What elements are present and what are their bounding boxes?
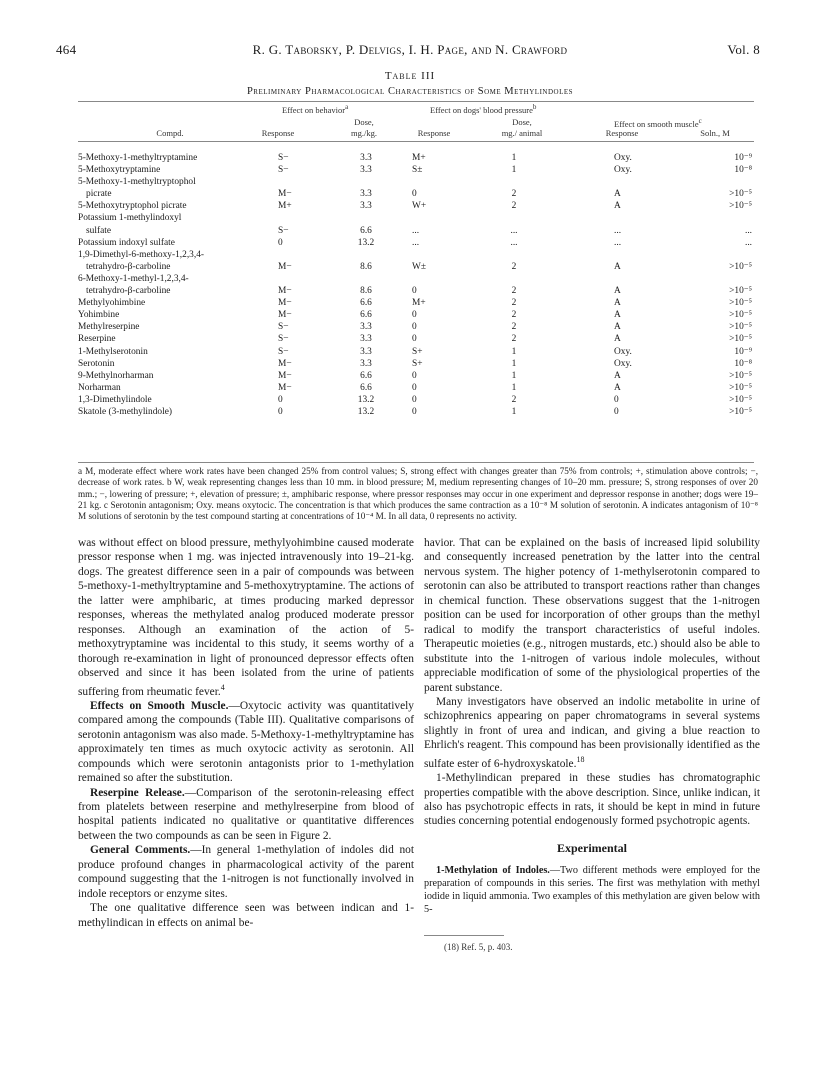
table-cell: S− — [278, 153, 289, 163]
table-cell: 0 — [412, 334, 417, 345]
compound-name: tetrahydro-β-carboline — [86, 286, 171, 297]
table-cell: 1 — [511, 153, 517, 163]
table-cell: S− — [278, 346, 289, 357]
table-cell: Oxy. — [614, 358, 632, 369]
table-cell: 0 — [412, 310, 417, 321]
table-cell: 0 — [412, 394, 417, 405]
table-cell: 3.3 — [360, 334, 372, 345]
table-cell: 2 — [511, 261, 517, 272]
section-heading: Effects on Smooth Muscle. — [90, 699, 229, 712]
table-cell: 3.3 — [360, 189, 372, 200]
table-cell: ... — [510, 225, 518, 236]
page-number: 464 — [56, 42, 77, 57]
compound-name: sulfate — [86, 225, 111, 236]
table-cell: S− — [278, 322, 289, 333]
table-row — [78, 406, 758, 418]
table-cell: 3.3 — [360, 201, 372, 212]
table-cell: 6.6 — [360, 225, 372, 236]
table-cell: M− — [278, 370, 292, 381]
compound-name: 5-Methoxy-1-methyltryptamine — [78, 153, 198, 163]
table-cell: >10⁻⁵ — [729, 406, 752, 417]
table-cell: 10⁻⁸ — [734, 358, 752, 369]
table-cell: M− — [278, 358, 292, 369]
table-cell: 0 — [614, 406, 619, 417]
table-cell: 1 — [511, 346, 517, 357]
table-cell: Oxy. — [614, 165, 632, 176]
table-cell: 0 — [412, 286, 417, 297]
table-cell: W+ — [412, 201, 427, 212]
table-row — [78, 164, 758, 176]
compound-name: Skatole (3-methylindole) — [78, 406, 172, 417]
compound-name: Serotonin — [78, 358, 115, 369]
table-cell: 2 — [511, 189, 517, 200]
subheader-dose-bp: Dose, — [512, 117, 532, 127]
table-cell: M+ — [412, 153, 426, 163]
table-cell: ... — [614, 225, 622, 236]
compound-name: picrate — [86, 189, 112, 200]
subheader-compd: Compd. — [156, 128, 184, 138]
group-header-behavior: Effect on behavior$^a$ — [282, 103, 349, 115]
table-cell: 3.3 — [360, 153, 372, 163]
table-cell: 13.2 — [357, 406, 375, 417]
table-cell: 0 — [614, 394, 619, 405]
table-row — [78, 346, 758, 358]
table-cell: 2 — [511, 394, 517, 405]
table-row — [78, 394, 758, 406]
table-row — [78, 188, 758, 200]
table-cell: 6.6 — [360, 370, 372, 381]
table-cell: >10⁻⁵ — [729, 394, 752, 405]
table-cell: 0 — [412, 370, 417, 381]
table-row — [78, 176, 758, 188]
table-cell: 3.3 — [360, 165, 372, 176]
table-cell: 10⁻⁸ — [734, 165, 752, 176]
section-heading: 1-Methylation of Indoles. — [436, 865, 550, 877]
table-cell: A — [614, 189, 621, 200]
subheader-response-bp: Response — [417, 128, 451, 138]
table-cell: 13.2 — [357, 237, 375, 248]
paragraph: Effects on Smooth Muscle.—Oxytocic activity was quantitatively compared among the compounds (Table III). Qualitative comparisons of serotonin antagonism was also made. 5-Methoxy-1-methyltryptamine has approximately ten times as much oxytocic activity as serotonin. All compounds which were serotonin antagonists prior to 1-methylation remained so after the substitution. — [78, 699, 414, 785]
table-cell: 3.3 — [360, 322, 372, 333]
subheader-soln: Soln., M — [700, 128, 730, 138]
table-cell: 6.6 — [360, 310, 372, 321]
paragraph: havior. That can be explained on the basis of increased lipid solubility and consequently increased penetration by the latter into the central nervous system. The higher potency of 1-methylserotonin compared to serotonin can also be attributed to transport reactions rather than changes in chemical function. These observations suggest that the 1-nitrogen position can be used for incorporation of other groups than the methyl radical to modify the transport characteristics of useful indoles. Therapeutic moieties (e.g., nitrogen mustards, etc.) should also be able to substitute into the 1-nitrogen of various indole molecules, without appreciable modification of some of the physiological properties of the parent substance. — [424, 537, 760, 694]
table-cell: 2 — [511, 201, 517, 212]
subheader-unit-behavior: mg./kg. — [351, 128, 377, 138]
table-number: Table III — [384, 70, 436, 82]
table-cell: 0 — [412, 382, 417, 393]
table-cell: 0 — [412, 189, 417, 200]
table-cell: ... — [744, 225, 752, 236]
table-cell: ... — [614, 237, 622, 248]
table-cell: >10⁻⁵ — [729, 382, 752, 393]
table-cell: M+ — [278, 201, 292, 212]
table-cell: Oxy. — [614, 346, 632, 357]
paragraph: Reserpine Release.—Comparison of the serotonin-releasing effect from platelets between reserpine and methylreserpine from blood of hospital patients indicated no qualitative or quantitative differences between the two compounds as can be seen in Figure 2. — [78, 786, 414, 842]
compound-name: 5-Methoxytryptophol picrate — [78, 201, 187, 212]
table-title: Preliminary Pharmacological Characteristics of Some Methylindoles — [246, 86, 574, 97]
table-cell: 3.3 — [360, 358, 372, 369]
table-top-rule — [78, 101, 754, 102]
table-cell: >10⁻⁵ — [729, 201, 752, 212]
table-cell: 2 — [511, 286, 517, 297]
table-cell: A — [614, 261, 621, 272]
compound-name: 5-Methoxy-1-methyltryptophol — [78, 177, 196, 188]
table-cell: >10⁻⁵ — [729, 286, 752, 297]
table-cell: Oxy. — [614, 153, 632, 163]
subheader-unit-bp: mg./ animal — [501, 128, 543, 138]
table-cell: ... — [412, 225, 420, 236]
right-column — [424, 536, 760, 954]
table-cell: 8.6 — [360, 261, 372, 272]
table-cell: A — [614, 382, 621, 393]
paragraph: was without effect on blood pressure, methylyohimbine caused moderate pressor response when 1 mg. was injected intravenously into 19–21-kg. dogs. The greatest difference seen in a pair of compounds was between 5-methoxy-1-methyltryptamine and 5-methoxytryptamine. The actions of the latter were amphibaric, at times producing marked depressor responses, whereas the methylated analog produced moderate pressor responses. Although an examination of the action of 5-methoxytryptamine was incidental to this study, it seems worthy of a thorough re-examination in light of pronounced depressor effects often observed and since it has been isolated from the urine of patients suffering from rheumatic fever.$^4$ — [78, 537, 414, 698]
table-cell: ... — [744, 237, 752, 248]
table-row — [78, 200, 758, 212]
compound-name: 6-Methoxy-1-methyl-1,2,3,4- — [78, 273, 189, 284]
volume-label: Vol. 8 — [727, 42, 760, 57]
compound-name: 1,3-Dimethylindole — [78, 394, 152, 405]
table-cell: 2 — [511, 298, 517, 309]
table-cell: 0 — [412, 322, 417, 333]
compound-name: Norharman — [78, 382, 121, 393]
compound-name: Potassium indoxyl sulfate — [78, 237, 175, 248]
table-cell: 1 — [511, 382, 517, 393]
table-cell: 2 — [511, 334, 517, 345]
table-cell: M− — [278, 189, 292, 200]
table-cell: 10⁻⁹ — [734, 153, 752, 163]
compound-name: Potassium 1-methylindoxyl — [78, 213, 182, 224]
table-cell: M− — [278, 382, 292, 393]
table-row — [78, 309, 758, 321]
table-cell: 1 — [511, 370, 517, 381]
table-row — [78, 237, 758, 249]
paragraph: 1-Methylation of Indoles.—Two different methods were employed for the preparation of compounds in this series. The first was methylation with methyl iodide in liquid ammonia. Two examples of this methylation are given below with 5- — [424, 865, 760, 915]
paragraph: The one qualitative difference seen was between indican and 1-methylindican in effects on animal be- — [78, 902, 414, 929]
table-cell: S+ — [412, 346, 423, 357]
table-cell: M− — [278, 261, 292, 272]
table-header-rule — [78, 141, 754, 142]
paragraph: General Comments.—In general 1-methylation of indoles did not produce profound changes in pharmacological activity of the parent compound suggesting that the 1-nitrogen is not functionally involved in indole receptors or enzyme sites. — [78, 844, 414, 900]
table-cell: A — [614, 286, 621, 297]
compound-name: Methylreserpine — [78, 322, 140, 333]
compound-name: 1,9-Dimethyl-6-methoxy-1,2,3,4- — [78, 249, 205, 260]
table-cell: >10⁻⁵ — [729, 334, 752, 345]
table-cell: >10⁻⁵ — [729, 322, 752, 333]
table-row — [78, 152, 758, 164]
table-cell: 1 — [511, 358, 517, 369]
table-cell: 2 — [511, 322, 517, 333]
table-row — [78, 225, 758, 237]
paragraph: 1-Methylindican prepared in these studies has chromatographic properties compatible with the above description. Since, unlike indican, it also has psychotropic effects in rats, it should be kept in mind in future studies concerning potential endogenously formed psychotropic agents. — [424, 772, 760, 828]
page-footnote: (18) Ref. 5, p. 403. — [444, 941, 513, 952]
table-cell: M− — [278, 286, 292, 297]
table-cell: W± — [412, 261, 426, 272]
paragraph: Many investigators have observed an indolic metabolite in urine of schizophrenics appearing on paper chromatograms in several systems slightly in front of urea and indican, and giving a blue reaction to Ehrlich's reagent. This compound has been provisionally identified as the sulfate ester of 6-hydroxyskatole.$^{18}$ — [424, 695, 760, 770]
compound-name: Methylyohimbine — [78, 298, 146, 309]
table-bottom-rule — [78, 462, 754, 463]
table-cell: >10⁻⁵ — [729, 298, 752, 309]
section-heading: General Comments. — [90, 844, 191, 857]
footnote-rule — [424, 935, 504, 936]
compound-name: Reserpine — [78, 334, 116, 345]
table-cell: S+ — [412, 358, 423, 369]
table-row — [78, 370, 758, 382]
table-cell: >10⁻⁵ — [729, 261, 752, 272]
section-title-experimental: Experimental — [557, 840, 627, 855]
table-cell: 10⁻⁹ — [734, 346, 752, 357]
table-cell: A — [614, 298, 621, 309]
table-cell: 1 — [511, 165, 517, 176]
subheader-response-muscle: Response — [605, 128, 639, 138]
table-cell: 0 — [278, 406, 283, 417]
table-cell: ... — [510, 237, 518, 248]
table-cell: S− — [278, 165, 289, 176]
table-cell: S± — [412, 165, 423, 176]
table-cell: M+ — [412, 298, 426, 309]
table-row — [78, 285, 758, 297]
table-cell: 0 — [278, 237, 283, 248]
compound-name: 1-Methylserotonin — [78, 346, 148, 357]
table-cell: A — [614, 370, 621, 381]
compound-name: 9-Methylnorharman — [78, 370, 154, 381]
group-header-blood-pressure: Effect on dogs' blood pressure$^b$ — [430, 103, 537, 115]
table-cell: 1 — [511, 406, 517, 417]
compound-name: 5-Methoxytryptamine — [78, 165, 161, 176]
table-cell: A — [614, 322, 621, 333]
table-footnote: a M, moderate effect where work rates have been changed 25% from control values; S, strong effect with changes greater than 75% from controls; +, stimulation above controls; −, decrease of work rates. b W, weak representing changes less than 10 mm. in blood pressure; M, medium representing changes of 10–20 mm. pressure; S, strong responses of over 20 mm.; −, lowering of pressure; +, elevation of pressure; ±, amphibaric response, where pressor responses may occur in one experiment and depressor response in another; dogs were 19–21 kg. c Serotonin antagonism; Oxy. means oxytocic. The concentration is that which produces the same contraction as a 10⁻⁸ M solution of serotonin. A indicates antagonism of 10⁻⁸ M solutions of serotonin by the test compound starting at concentrations of 10⁻⁴ M. In all data, 0 represents no activity. — [78, 466, 758, 522]
subheader-dose-behavior: Dose, — [354, 117, 374, 127]
subheader-response-behavior: Response — [261, 128, 295, 138]
compound-name: tetrahydro-β-carboline — [86, 261, 171, 272]
table-row — [78, 273, 758, 285]
compound-table — [78, 152, 758, 418]
table-row — [78, 382, 758, 394]
table-cell: A — [614, 201, 621, 212]
table-cell: ... — [412, 237, 420, 248]
table-row — [78, 333, 758, 345]
table-cell: 6.6 — [360, 298, 372, 309]
table-row — [78, 212, 758, 224]
table-cell: S− — [278, 334, 289, 345]
table-row — [78, 321, 758, 333]
left-column — [78, 536, 414, 930]
compound-name: Yohimbine — [78, 310, 120, 321]
table-row — [78, 358, 758, 370]
table-cell: A — [614, 310, 621, 321]
section-heading: Reserpine Release. — [90, 786, 185, 799]
table-cell: >10⁻⁵ — [729, 370, 752, 381]
table-cell: 3.3 — [360, 346, 372, 357]
table-cell: S− — [278, 225, 289, 236]
table-cell: 0 — [278, 394, 283, 405]
table-cell: A — [614, 334, 621, 345]
table-cell: 8.6 — [360, 286, 372, 297]
table-cell: 2 — [511, 310, 517, 321]
table-cell: >10⁻⁵ — [729, 189, 752, 200]
table-cell: 13.2 — [357, 394, 375, 405]
table-row — [78, 297, 758, 309]
table-row — [78, 261, 758, 273]
running-header-authors: R. G. Taborsky, P. Delvigs, I. H. Page, and N. Crawford — [252, 42, 568, 57]
table-row — [78, 249, 758, 261]
table-cell: M− — [278, 310, 292, 321]
table-cell: >10⁻⁵ — [729, 310, 752, 321]
table-cell: 6.6 — [360, 382, 372, 393]
table-cell: 0 — [412, 406, 417, 417]
group-header-smooth-muscle: Effect on smooth muscle$^c$ — [614, 117, 702, 129]
table-cell: M− — [278, 298, 292, 309]
